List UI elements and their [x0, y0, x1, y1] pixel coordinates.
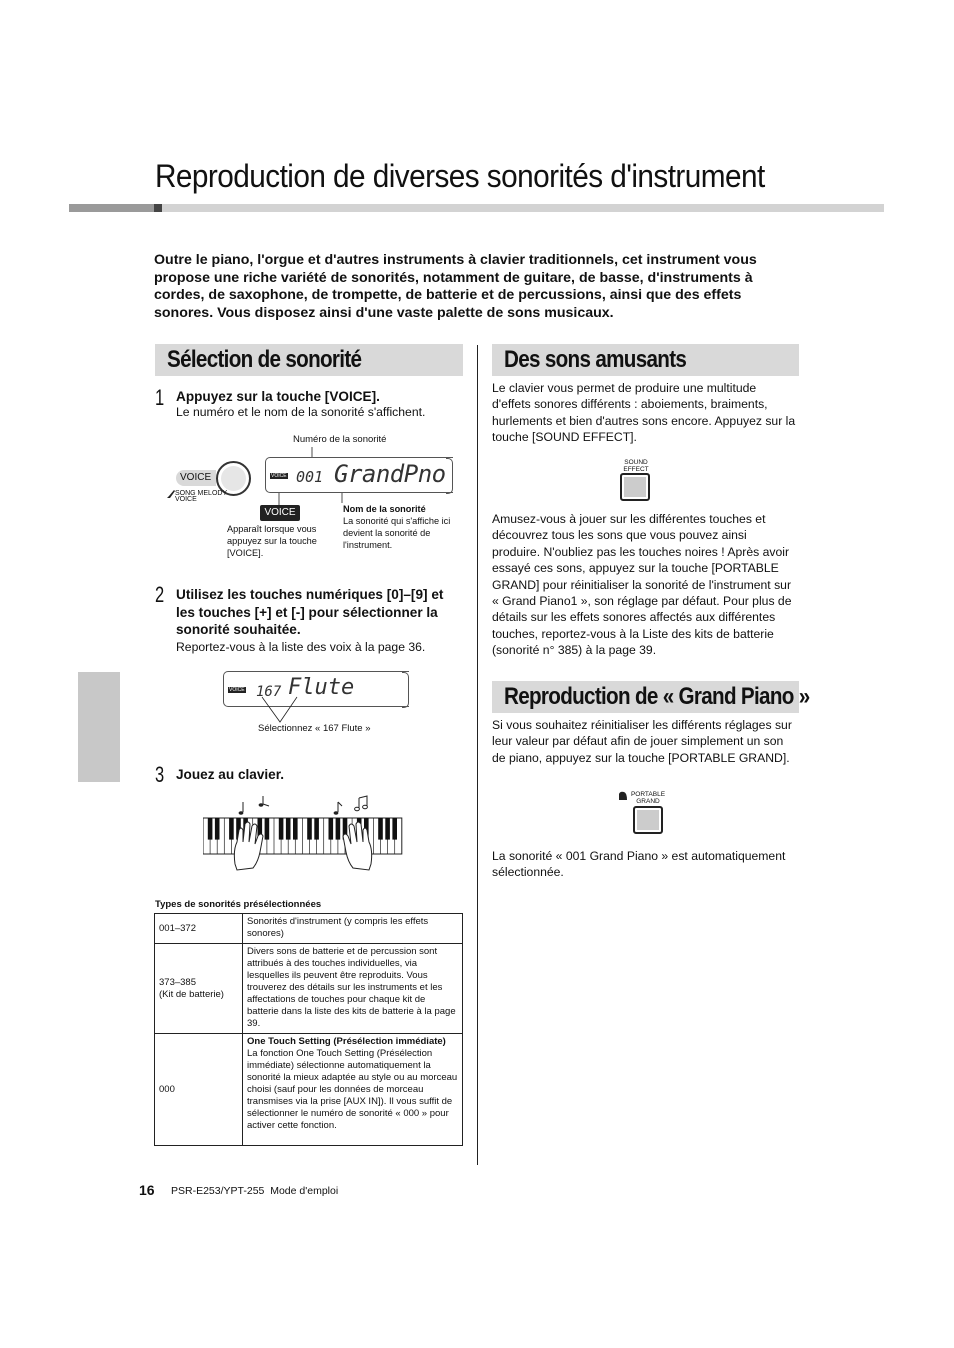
callout-voice-number: Numéro de la sonorité: [293, 434, 387, 445]
step-1-heading: Appuyez sur la touche [VOICE].: [176, 389, 380, 404]
table-cell-range: 000: [155, 1034, 243, 1146]
table-cell-description: Divers sons de batterie et de percussion sont attribués à des touches individuelles, via lesquelles ils peuvent être reproduits. Vous trouverez des détails sur les instruments et les affectations de touches pour chaque kit de batterie dans la liste des kits de batterie à la page 39.: [243, 944, 463, 1034]
table-cell-range: 001–372: [155, 914, 243, 944]
voice-button-label: VOICE: [180, 472, 212, 483]
intro-paragraph: Outre le piano, l'orgue et d'autres instruments à clavier traditionnels, cet instrument vous propose une riche variété de sonorités, notamment de guitare, de basse, d'instruments à cordes, de saxophone, de trompette, de batterie et de percussions, ainsi que des effets sonores. Vous disposez ainsi d'une vaste palette de sons musicaux.: [154, 252, 757, 321]
black-key: [378, 818, 383, 840]
lcd-voice-number: 001: [296, 468, 324, 486]
sound-effects-paragraph: Le clavier vous permet de produire une multitude d'effets sonores différents : aboiements, braiments, hurlements et bien d'autres sons encore. Appuyez sur la touche [SOUND EFFECT].: [492, 381, 796, 445]
black-key: [314, 818, 319, 840]
table-row: [155, 944, 463, 1034]
page-title: Reproduction de diverses sonorités d'instrument: [155, 158, 765, 194]
sound-effect-button[interactable]: [620, 473, 650, 501]
step-number-1: 1: [155, 385, 165, 410]
step-2-heading: Utilisez les touches numériques [0]–[9] et les touches [+] et [-] pour sélectionner la sonorité souhaitée.: [176, 587, 444, 637]
portable-grand-button-label: PORTABLE GRAND: [630, 791, 666, 805]
flute-caption: Sélectionnez « 167 Flute »: [258, 723, 371, 734]
step-1-text: Le numéro et le nom de la sonorité s'affichent.: [176, 405, 426, 419]
table-title: Types de sonorités présélectionnées: [155, 899, 322, 910]
table-row: [155, 1034, 463, 1146]
lcd-voice-name: GrandPno: [334, 460, 446, 488]
music-notes-icon: [239, 796, 368, 815]
black-key: [265, 818, 270, 840]
lcd-voice-number: 167: [256, 684, 282, 700]
black-key: [279, 818, 284, 840]
lcd-voice-indicator: VOICE: [271, 473, 287, 479]
lcd-voice-name: Flute: [288, 675, 355, 700]
table-cell-description: One Touch Setting (Présélection immédiate) La fonction One Touch Setting (Présélection immédiate) sélectionne automatiquement la sonorité la mieux adaptée au style ou au morceau choisi (sauf pour les données de morceau transmises via la prise [AUX IN]). Il vous suffit de sélectionner le numéro de sonorité « 000 » pour activer cette fonction.: [243, 1034, 463, 1146]
note-voice-indicator: Apparaît lorsque vous appuyez sur la touche [VOICE].: [227, 524, 317, 558]
black-key: [293, 818, 298, 840]
keyboard-illustration: [203, 792, 403, 878]
lcd-voice-indicator: VOICE: [229, 687, 245, 693]
black-key: [229, 818, 234, 840]
grand-piano-icon: [618, 791, 628, 801]
sound-effects-details-paragraph: Amusez-vous à jouer sur les différentes touches et découvrez tous les sons que vous pouvez ainsi produire. N'oubliez pas les touches noires ! Après avoir essayé ces sons, appuyez sur la touche [PORTABLE GRAND] pour réinitialiser la sonorité de l'instrument sur « Grand Piano1 », son réglage par défaut. Pour plus de détails sur les effets sonores affectés aux différentes touches, reportez-vous à la Liste des kits de batterie (sonorité n° 385) à la page 39.: [492, 512, 792, 658]
black-key: [307, 818, 312, 840]
black-key: [392, 818, 397, 840]
step-number-3: 3: [155, 762, 165, 787]
table-cell-description: Sonorités d'instrument (y compris les effets sonores): [243, 914, 463, 944]
black-key: [286, 818, 291, 840]
step-3-heading: Jouez au clavier.: [176, 767, 285, 782]
table-row: [155, 914, 463, 944]
section-heading-sound-effects: [492, 344, 799, 376]
grand-piano-result-paragraph: La sonorité « 001 Grand Piano » est automatiquement sélectionnée.: [492, 849, 786, 880]
button-sublabel-1: SONG MELODY: [175, 490, 228, 497]
table-cell-range: 373–385 (Kit de batterie): [155, 944, 243, 1034]
grand-piano-paragraph: Si vous souhaitez réinitialiser les différents réglages sur leur valeur par défaut afin de jouer simplement un son de piano, appuyez sur la touche [PORTABLE GRAND].: [492, 718, 792, 765]
step-2-text: Reportez-vous à la liste des voix à la page 36.: [176, 640, 426, 654]
portable-grand-button[interactable]: [633, 806, 663, 834]
section-heading-grand-piano: [492, 681, 810, 713]
voice-indicator-badge: VOICE: [260, 505, 300, 521]
black-key: [215, 818, 220, 840]
black-key: [329, 818, 334, 840]
step-number-2: 2: [155, 582, 165, 607]
page-number: 16: [139, 1182, 155, 1198]
black-key: [385, 818, 390, 840]
black-key: [208, 818, 213, 840]
button-sublabel-2: VOICE: [175, 496, 197, 503]
note-voice-name-text: La sonorité qui s'affiche ici devient la sonorité de l'instrument.: [343, 516, 451, 550]
section-heading-text: Reproduction de « Grand Piano »: [504, 683, 810, 710]
voice-types-table: [154, 913, 463, 1146]
keyboard-keys: [203, 818, 402, 854]
sound-effect-button-label: SOUND EFFECT: [623, 459, 649, 473]
section-heading-text: Sélection de sonorité: [167, 346, 362, 373]
note-voice-name-title: Nom de la sonorité: [343, 504, 426, 514]
black-key: [336, 818, 341, 840]
section-heading-text: Des sons amusants: [504, 346, 687, 373]
manual-name: PSR-E253/YPT-255 Mode d'emploi: [171, 1185, 339, 1197]
